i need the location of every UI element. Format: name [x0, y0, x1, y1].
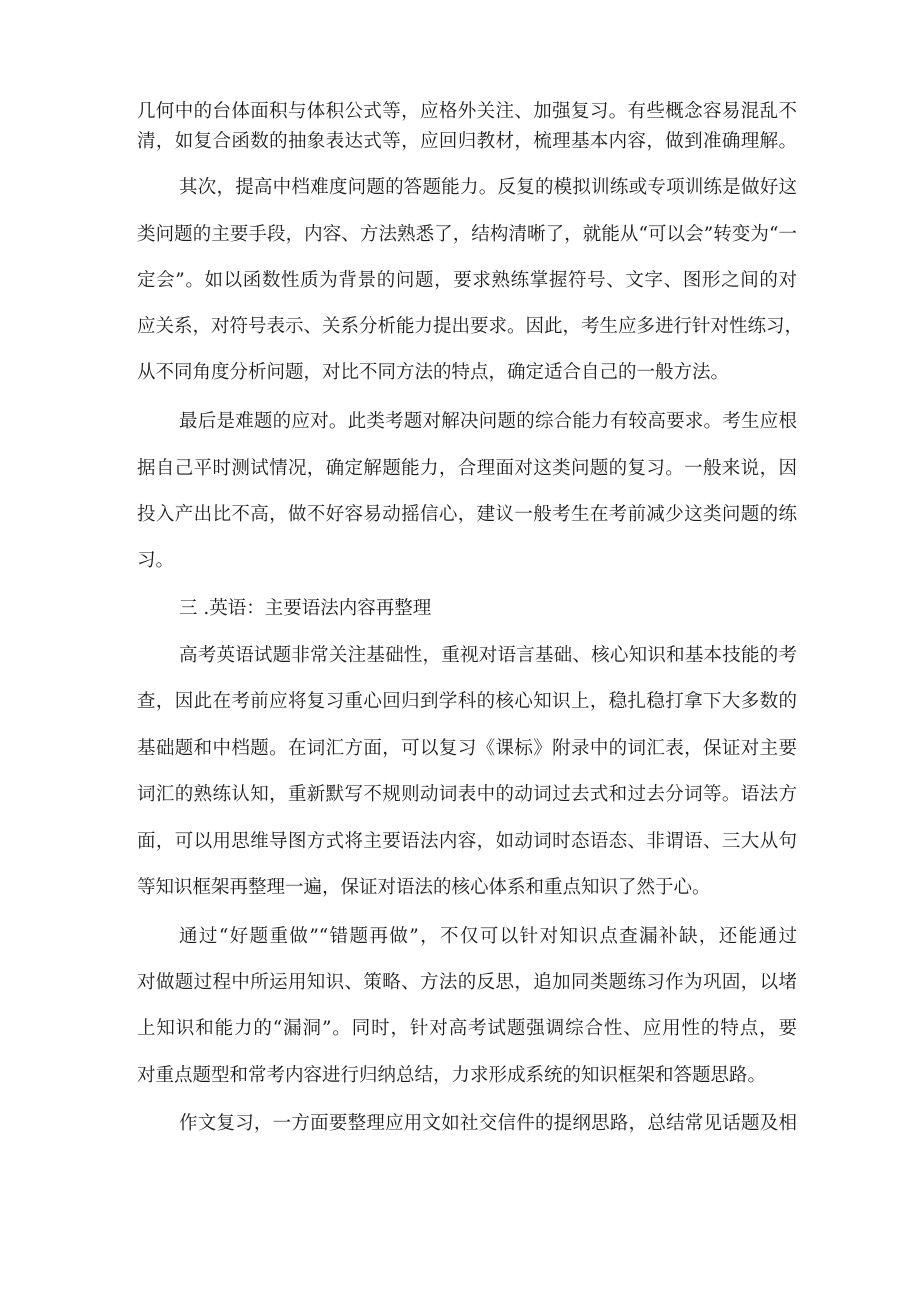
text-line: 据自己平时测试情况，确定解题能力，合理面对这类问题的复习。一般来说，因	[137, 458, 797, 479]
paragraph-first-line: 作文复习，一方面要整理应用文如社交信件的提纲思路，总结常见话题及相	[179, 1113, 797, 1134]
text-line: 基础题和中档题。在词汇方面，可以复习《课标》附录中的词汇表，保证对主要	[137, 738, 797, 759]
paragraph-first-line: 最后是难题的应对。此类考题对解决问题的综合能力有较高要求。考生应根	[179, 411, 797, 432]
text-line: 应关系，对符号表示、关系分析能力提出要求。因此，考生应多进行针对性练习，	[137, 316, 804, 337]
text-line: 定会”。如以函数性质为背景的问题，要求熟练掌握符号、文字、图形之间的对	[137, 270, 797, 291]
text-line: 投入产出比不高，做不好容易动摇信心，建议一般考生在考前减少这类问题的练	[137, 504, 797, 525]
paragraph-first-line: 通过“好题重做”“错题再做”，不仅可以针对知识点查漏补缺，还能通过	[179, 926, 797, 947]
section-heading: 三 .英语：主要语法内容再整理	[179, 598, 432, 619]
text-line: 等知识框架再整理一遍，保证对语法的核心体系和重点知识了然于心。	[137, 877, 711, 898]
text-line: 面，可以用思维导图方式将主要语法内容，如动词时态语态、非谓语、三大从句	[137, 831, 797, 852]
paragraph-first-line: 高考英语试题非常关注基础性，重视对语言基础、核心知识和基本技能的考	[179, 645, 797, 666]
text-line: 几何中的台体面积与体积公式等，应格外关注、加强复习。有些概念容易混乱不	[137, 101, 797, 122]
text-line: 查，因此在考前应将复习重心回归到学科的核心知识上，稳扎稳打拿下大多数的	[137, 691, 797, 712]
paragraph-first-line: 其次，提高中档难度问题的答题能力。反复的模拟训练或专项训练是做好这	[179, 177, 797, 198]
text-line: 清，如复合函数的抽象表达式等，应回归教材，梳理基本内容，做到准确理解。	[137, 131, 797, 152]
text-line: 习。	[137, 550, 175, 571]
text-line: 对重点题型和常考内容进行归纳总结，力求形成系统的知识框架和答题思路。	[137, 1065, 767, 1086]
text-line: 词汇的熟练认知，重新默写不规则动词表中的动词过去式和过去分词等。语法方	[137, 784, 797, 805]
text-line: 从不同角度分析问题，对比不同方法的特点，确定适合自己的一般方法。	[137, 362, 730, 383]
text-line: 类问题的主要手段，内容、方法熟悉了，结构清晰了，就能从“可以会”转变为“一	[137, 224, 797, 245]
text-line: 对做题过程中所运用知识、策略、方法的反思，追加同类题练习作为巩固，以堵	[137, 972, 797, 993]
text-line: 上知识和能力的“漏洞”。同时，针对高考试题强调综合性、应用性的特点，要	[137, 1018, 797, 1039]
